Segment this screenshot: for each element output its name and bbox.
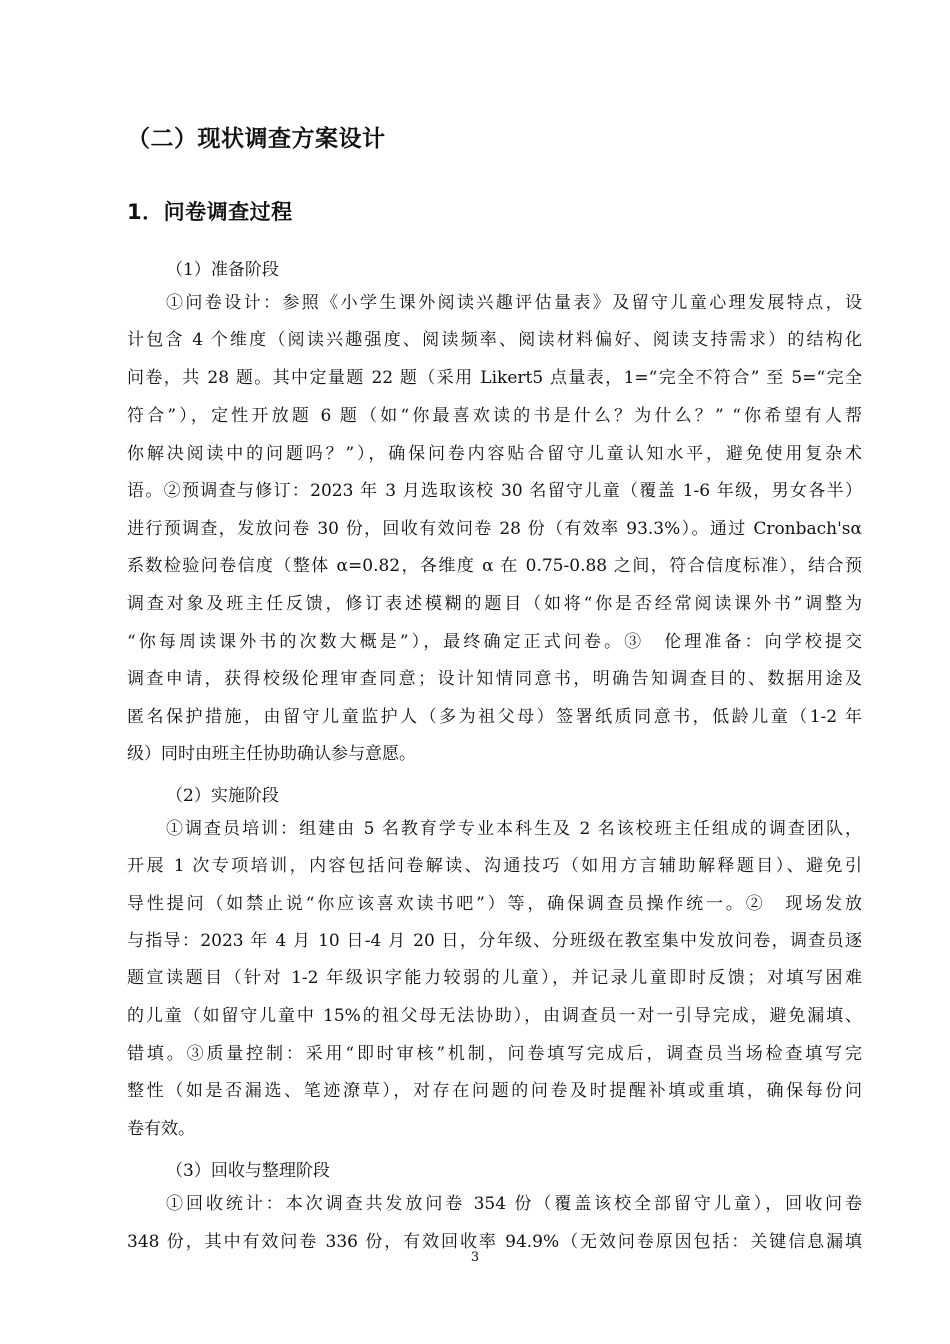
paragraph-line: 整性（如是否漏选、笔迹潦草），对存在问题的问卷及时提醒补填或重填，确保每份问 [127, 1081, 862, 1101]
stage2-title: （2）实施阶段 [166, 786, 279, 806]
paragraph-line: ①调查员培训：组建由 5 名教育学专业本科生及 2 名该校班主任组成的调查团队， [166, 819, 862, 839]
paragraph-line: 匿名保护措施，由留守儿童监护人（多为祖父母）签署纸质同意书，低龄儿童（1-2 年 [127, 707, 862, 727]
paragraph-line: 系数检验问卷信度（整体 α=0.82，各维度 α 在 0.75-0.88 之间，符合信度标准），结合预 [127, 556, 862, 576]
paragraph-line: 348 份，其中有效问卷 336 份，有效回收率 94.9%（无效问卷原因包括：关键信息漏填 [127, 1232, 862, 1252]
paragraph-line: ①问卷设计：参照《小学生课外阅读兴趣评估量表》及留守儿童心理发展特点，设 [166, 293, 862, 313]
paragraph-line: 与指导：2023 年 4 月 10 日-4 月 20 日，分年级、分班级在教室集中发放问卷，调查员逐 [127, 931, 862, 951]
page-number: 3 [470, 1250, 480, 1265]
paragraph-line: 你解决阅读中的问题吗？”），确保问卷内容贴合留守儿童认知水平，避免使用复杂术 [127, 444, 862, 464]
paragraph-line: 卷有效。 [127, 1119, 195, 1139]
section-heading: （二）现状调查方案设计 [127, 126, 386, 152]
paragraph-line: 调查对象及班主任反馈，修订表述模糊的题目（如将“你是否经常阅读课外书”调整为 [127, 594, 862, 614]
paragraph-line: 调查申请，获得校级伦理审查同意；设计知情同意书，明确告知调查目的、数据用途及 [127, 669, 862, 689]
paragraph-line: 符合”），定性开放题 6 题（如“你最喜欢读的书是什么？为什么？” “你希望有人帮 [127, 406, 862, 426]
subsection-heading: 1．问卷调查过程 [127, 200, 293, 224]
paragraph-line: 错填。③质量控制：采用“即时审核”机制，问卷填写完成后，调查员当场检查填写完 [127, 1044, 862, 1064]
paragraph-line: 开展 1 次专项培训，内容包括问卷解读、沟通技巧（如用方言辅助解释题目）、避免引 [127, 856, 862, 876]
paragraph-line: 题宣读题目（针对 1-2 年级识字能力较弱的儿童），并记录儿童即时反馈；对填写困难 [127, 968, 862, 988]
paragraph-line: 导性提问（如禁止说“你应该喜欢读书吧”）等，确保调查员操作统一。② 现场发放 [127, 894, 862, 914]
stage3-title: （3）回收与整理阶段 [166, 1161, 330, 1181]
paragraph-line: 问卷，共 28 题。其中定量题 22 题（采用 Likert5 点量表，1=“完全不符合” 至 5=“完全 [127, 368, 862, 388]
paragraph-line: “你每周读课外书的次数大概是”），最终确定正式问卷。③ 伦理准备：向学校提交 [127, 632, 862, 652]
paragraph-line: 语。②预调查与修订：2023 年 3 月选取该校 30 名留守儿童（覆盖 1-6 年级，男女各半） [127, 481, 862, 501]
paragraph-line: 进行预调查，发放问卷 30 份，回收有效问卷 28 份（有效率 93.3%）。通过 Cronbach'sα [127, 519, 862, 539]
paragraph-line: 的儿童（如留守儿童中 15%的祖父母无法协助），由调查员一对一引导完成，避免漏填、 [127, 1006, 862, 1026]
paragraph-line: 级）同时由班主任协助确认参与意愿。 [127, 744, 416, 764]
stage1-title: （1）准备阶段 [166, 260, 279, 280]
paragraph-line: 计包含 4 个维度（阅读兴趣强度、阅读频率、阅读材料偏好、阅读支持需求）的结构化 [127, 330, 862, 350]
paragraph-line: ①回收统计：本次调查共发放问卷 354 份（覆盖该校全部留守儿童），回收问卷 [166, 1194, 862, 1214]
